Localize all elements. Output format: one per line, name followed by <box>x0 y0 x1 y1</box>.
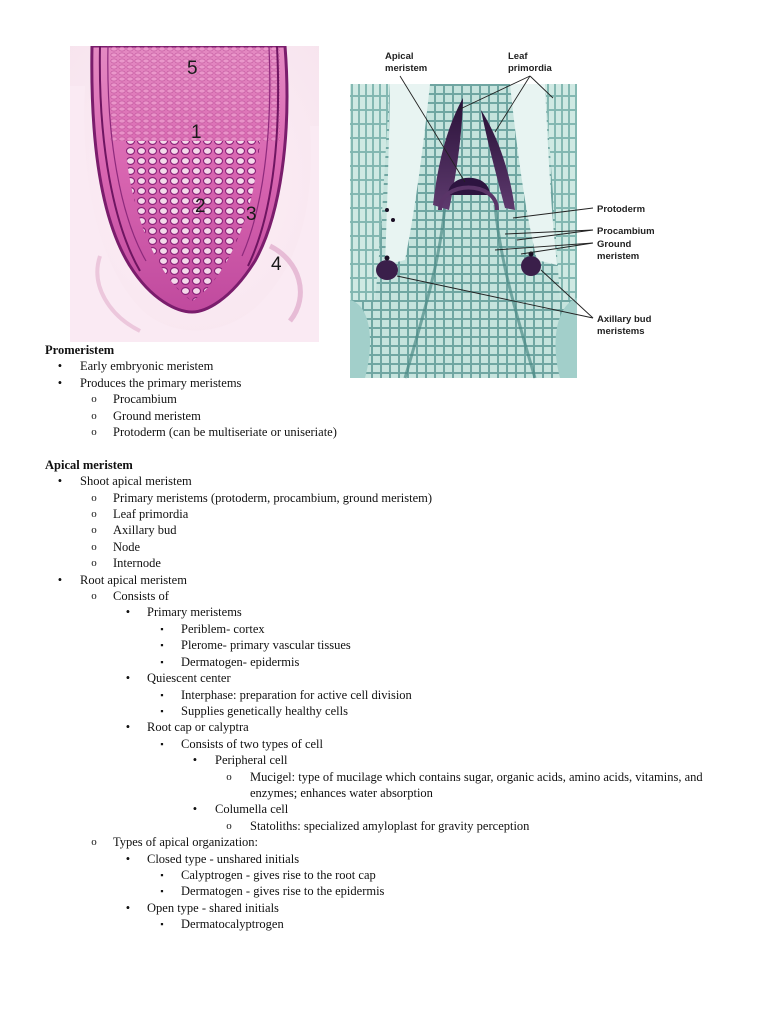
bullet-dot: • <box>125 720 131 735</box>
list-item: o Internode <box>45 555 745 571</box>
bullet-dot: • <box>192 753 198 768</box>
list-item: • Produces the primary meristems <box>45 375 745 391</box>
bullet-dot: • <box>57 474 63 489</box>
bullet-dot: • <box>57 375 63 390</box>
list-item: o Axillary bud <box>45 522 745 538</box>
heading-apical-meristem: Apical meristem <box>45 457 133 472</box>
root-label-1: 1 <box>191 122 202 143</box>
list-item: ▪ Dermatogen - gives rise to the epidermis <box>45 883 745 899</box>
root-label-2: 2 <box>195 196 206 217</box>
bullet-dot: • <box>57 359 63 374</box>
bullet-dot: • <box>125 671 131 686</box>
list-item: • Quiescent center <box>45 670 745 686</box>
bullet-square: ▪ <box>160 705 164 716</box>
label-apical-meristem-2: meristem <box>385 63 428 74</box>
list-item: • Peripheral cell <box>45 752 745 768</box>
label-apical-meristem-1: Apical <box>385 51 414 62</box>
list-item: o Procambium <box>45 391 745 407</box>
bullet-dot: • <box>125 851 131 866</box>
bullet-circle: o <box>91 409 97 422</box>
label-protoderm: Protoderm <box>597 204 646 215</box>
bullet-circle: o <box>226 770 232 783</box>
bullet-circle: o <box>226 819 232 832</box>
shoot-apex-micrograph <box>345 40 715 380</box>
list-item: ▪ Periblem- cortex <box>45 621 745 637</box>
bullet-circle: o <box>91 393 97 406</box>
label-ground-meristem-2: meristem <box>597 251 640 262</box>
label-leaf-primordia-2: primordia <box>508 63 552 74</box>
notes-outline <box>45 342 745 933</box>
bullet-square: ▪ <box>160 656 164 667</box>
bullet-circle: o <box>91 508 97 521</box>
label-leaf-primordia-1: Leaf <box>508 51 528 62</box>
list-item: o Leaf primordia <box>45 506 745 522</box>
label-axillary-bud-2: meristems <box>597 326 645 337</box>
bullet-circle: o <box>91 836 97 849</box>
list-item: o Protoderm (can be multiseriate or uniseriate) <box>45 424 745 440</box>
list-item: • Closed type - unshared initials <box>45 851 745 867</box>
bullet-circle: o <box>91 426 97 439</box>
list-item: • Open type - shared initials <box>45 900 745 916</box>
bullet-square: ▪ <box>160 738 164 749</box>
bullet-dot: • <box>57 572 63 587</box>
list-item: ▪ Dermatogen- epidermis <box>45 654 745 670</box>
list-item: • Columella cell <box>45 801 745 817</box>
list-item: • Primary meristems <box>45 604 745 620</box>
bullet-square: ▪ <box>160 869 164 880</box>
bullet-circle: o <box>91 590 97 603</box>
bullet-square: ▪ <box>160 886 164 897</box>
list-item: o Primary meristems (protoderm, procambium, ground meristem) <box>45 490 745 506</box>
bullet-square: ▪ <box>160 623 164 634</box>
root-label-5: 5 <box>187 58 198 79</box>
bullet-dot: • <box>125 900 131 915</box>
list-item: o Types of apical organization: <box>45 834 745 850</box>
list-item: ▪ Interphase: preparation for active cell division <box>45 687 745 703</box>
bullet-circle: o <box>91 557 97 570</box>
list-item: ▪ Consists of two types of cell <box>45 736 745 752</box>
list-item: • Early embryonic meristem <box>45 358 745 374</box>
bullet-circle: o <box>91 540 97 553</box>
list-item: ▪ Dermatocalyptrogen <box>45 916 745 932</box>
list-item: ▪ Plerome- primary vascular tissues <box>45 637 745 653</box>
list-item: ▪ Calyptrogen - gives rise to the root cap <box>45 867 745 883</box>
bullet-square: ▪ <box>160 689 164 700</box>
bullet-square: ▪ <box>160 919 164 930</box>
root-tip-micrograph <box>70 46 319 342</box>
label-axillary-bud-1: Axillary bud <box>597 314 652 325</box>
list-item: • Shoot apical meristem <box>45 473 745 489</box>
list-item: o Consists of <box>45 588 745 604</box>
heading-promeristem: Promeristem <box>45 343 115 357</box>
bullet-dot: • <box>125 605 131 620</box>
list-item: o Mucigel: type of mucilage which contains sugar, organic acids, amino acids, vitamins, and enzymes; enhances water absorption <box>45 769 745 802</box>
list-item: ▪ Supplies genetically healthy cells <box>45 703 745 719</box>
list-item: • Root apical meristem <box>45 572 745 588</box>
root-label-3: 3 <box>246 204 257 225</box>
bullet-dot: • <box>192 802 198 817</box>
root-label-4: 4 <box>271 254 282 275</box>
bullet-circle: o <box>91 491 97 504</box>
bullet-square: ▪ <box>160 640 164 651</box>
list-item: o Ground meristem <box>45 408 745 424</box>
bullet-circle: o <box>91 524 97 537</box>
list-item: o Node <box>45 539 745 555</box>
label-ground-meristem-1: Ground <box>597 239 632 250</box>
list-item: o Statoliths: specialized amyloplast for gravity perception <box>45 818 745 834</box>
label-procambium: Procambium <box>597 226 655 237</box>
list-item: • Root cap or calyptra <box>45 719 745 735</box>
